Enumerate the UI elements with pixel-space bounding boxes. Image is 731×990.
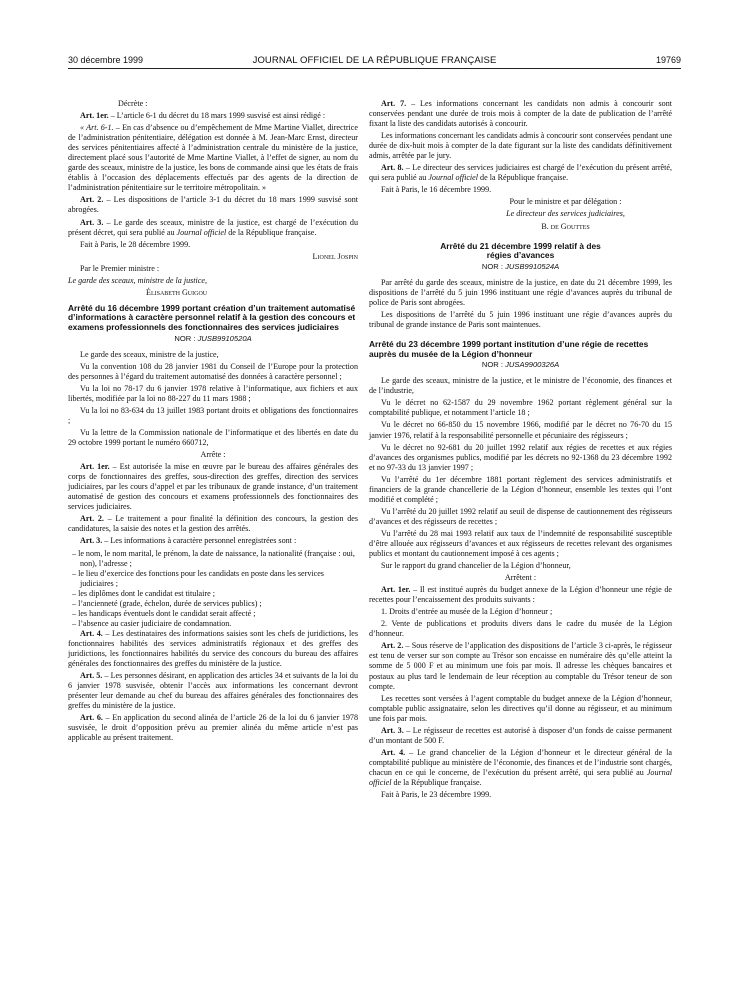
article-6-1-quote [68, 123, 358, 193]
article-text: – Sous réserve de l’application des dispositions de l’article 3 ci-après, le régisseur est tenu de verser sur son compte au Trésor son encaisse en numéraire dès qu’elle atteint la somme de 5 000 F et au minimum une fois par mois. Il adresse les chèques bancaires et postaux au plus tard le lendemain de leur réception au comptable du Trésor teneur de son compte. [369, 641, 673, 691]
article-text: – Les dispositions de l’article 3-1 du décret du 18 mars 1999 susvisé sont abrogées. [68, 195, 358, 215]
intro-ministres: Le garde des sceaux, ministre de la justice, et le ministre de l’économie, des finances et de l’industrie, [369, 376, 672, 396]
arrete: Arrête : [200, 450, 226, 460]
article-b3 [68, 536, 358, 546]
article-text: – Le traitement a pour finalité la définition des concours, la gestion des candidatures, la saisie des notes et la gestion des arrêtés. [68, 514, 358, 534]
nor-label: NOR : [174, 333, 196, 343]
visa-4: Vu la lettre de la Commission nationale de l’informatique et des libertés en date du 29 octobre 1999 portant le numéro 660712, [68, 428, 358, 448]
signature-jospin: Lionel Jospin [312, 251, 358, 261]
section-title-arrete-21-dec: Arrêté du 21 décembre 1999 relatif à des régies d’avances [440, 240, 601, 261]
visa-1: Vu le décret no 62-1587 du 29 novembre 1962 portant règlement général sur la comptabilité publique, et notamment l’article 18 ; [369, 398, 672, 418]
article-label: Art. 2. [381, 641, 404, 651]
article-label: Art. 8. [381, 163, 404, 173]
info-list [68, 549, 358, 629]
article-label: Art. 4. [80, 628, 103, 638]
article-b7-para2: Les informations concernant les candidats admis à concourir sont conservées pendant une durée de dix-huit mois à compter de la date figurant sur la liste des candidats définitivement admis, arrêtée par le jury. [369, 131, 672, 161]
article-3 [68, 218, 358, 238]
article-text: – Le régisseur de recettes est autorisé à disposer d’un fonds de caisse permanent d’un montant de 500 F. [369, 725, 673, 745]
article-text: – Le directeur des services judiciaires est chargé de l’exécution du présent arrêté, qui sera publié au [369, 163, 673, 183]
article-b1 [68, 462, 358, 512]
visa-5: Vu l’arrêté du 20 juillet 1992 relatif au seuil de dispense de cautionnement des régisseurs d’avances et des régisseurs de recettes ; [369, 506, 672, 526]
article-text: – Les destinataires des informations saisies sont les chefs de juridictions, les fonctionnaires habilités des services administratifs régionaux et des greffes des juridictions, les fonctionnaires habilités du service des concours du bureau des affaires générales des fonctionnaires des greffes du ministère de la justice. [68, 628, 358, 669]
article-text: – L’article 6-1 du décret du 18 mars 1999 susvisé est ainsi rédigé : [108, 111, 326, 121]
article-e3 [369, 726, 672, 746]
article-label: Art. 3. [381, 725, 404, 735]
visa-3: Vu la loi no 83-634 du 13 juillet 1983 portant droits et obligations des fonctionnaires ; [68, 405, 358, 425]
article-label: Art. 1er. [80, 462, 110, 472]
article-b2 [68, 514, 358, 534]
list-item: – les handicaps éventuels dont le candidat serait affecté ; [72, 608, 256, 618]
nor-reference [369, 360, 672, 370]
article-e2-para2: Les recettes sont versées à l’agent comptable du budget annexe de la Légion d’honneur, comptable public assignataire, selon les directives qu’il donne au régisseur, et au minimum une fois par mois. [369, 693, 672, 723]
fait-date: Fait à Paris, le 28 décembre 1999. [80, 239, 191, 249]
visa-6: Vu l’arrêté du 28 mai 1993 relatif aux taux de l’indemnité de responsabilité susceptible d’être allouée aux régisseurs d’avances et aux régisseurs de recettes relevant des organismes publics et montant du cautionnement imposé à ces agents ; [369, 528, 672, 559]
article-label: Art. 7. [381, 99, 407, 108]
article-e4 [369, 748, 672, 788]
nor-value: JUSB9910524A [505, 261, 560, 271]
signature-gouttes: B. de Gouttes [541, 221, 590, 231]
article-label: Art. 5. [80, 671, 103, 681]
list-item: – le lieu d’exercice des fonctions pour les candidats en poste dans les services judiciaires ; [72, 568, 324, 588]
article-label: Art. 1er. [80, 111, 109, 121]
list-item: – l’absence au casier judiciaire de condamnation. [72, 618, 232, 628]
article-label: Art. 2. [80, 195, 104, 205]
article-2 [68, 195, 358, 215]
fait-date: Fait à Paris, le 23 décembre 1999. [381, 790, 492, 800]
article-text: – Il est institué auprès du budget annexe de la Légion d’honneur une régie de recettes pour l’encaissement des produits suivants : [369, 585, 672, 605]
intro-garde: Le garde des sceaux, ministre de la justice, [80, 349, 219, 359]
journal-officiel-ref: Journal officiel [369, 767, 672, 787]
garde-des-sceaux: Le garde des sceaux, ministre de la justice, [68, 275, 207, 285]
article-text-end: de la République française. [226, 227, 317, 237]
article-text: – Est autorisée la mise en œuvre par le bureau des affaires générales des corps de fonctionnaires des greffes, sous-direction des greffes, direction des services judiciaires, par les cours d’appel et par les tribunaux de grande instance, d’un traitement automatisé de gestion des concours et examens professionnels des fonctionnaires des services judiciaires. [68, 462, 358, 512]
journal-officiel-ref: Journal officiel [176, 227, 227, 237]
article-text: – Le grand chancelier de la Légion d’honneur et le directeur général de la comptabilité publique au ministère de l’économie, des finances et de l’industrie sont chargés, chacun en ce qui le concerne, de l’exécution du présent arrêté, qui sera publié au [369, 747, 672, 777]
article-label: Art. 2. [80, 514, 104, 524]
regie-para-2: Les dispositions de l’arrêté du 5 juin 1996 instituant une régie d’avances auprès du tribunal de grande instance de Paris sont maintenues. [369, 309, 672, 329]
header-date: 30 décembre 1999 [68, 55, 144, 65]
regie-para-1: Par arrêté du garde des sceaux, ministre de la justice, en date du 21 décembre 1999, les dispositions de l’arrêté du 5 juin 1996 instituant une régie d’avances auprès du tribunal de police de Paris sont abrogées. [369, 277, 672, 307]
par-premier-ministre: Par le Premier ministre : [80, 263, 160, 273]
article-text: – Les informations concernant les candidats non admis à concourir sont conservées pendant une durée de trois mois à compter de la date de publication de l’arrêté fixant la liste des candidats autorisés à concourir. [369, 99, 673, 129]
fait-date: Fait à Paris, le 16 décembre 1999. [381, 185, 492, 195]
article-label: Art. 6. [80, 713, 103, 723]
header-rule [68, 68, 681, 69]
article-text: – En application du second alinéa de l’article 26 de la loi du 6 janvier 1978 susvisée, le droit d’opposition prévu au premier alinéa du même article n’est pas applicable au présent traitement. [68, 713, 359, 743]
sur-rapport: Sur le rapport du grand chancelier de la Légion d’honneur, [381, 561, 571, 571]
nor-label: NOR : [481, 360, 503, 370]
article-label: Art. 3. [80, 217, 104, 227]
list-item: – le nom, le nom marital, le prénom, la date de naissance, la nationalité (française : oui, non), l’adresse ; [72, 548, 355, 568]
article-e2 [369, 641, 672, 691]
article-label: Art. 3. [80, 536, 103, 546]
visa-1: Vu la convention 108 du 28 janvier 1981 du Conseil de l’Europe pour la protection des personnes à l’égard du traitement automatisé des données à caractère personnel ; [68, 361, 358, 381]
list-item: – les diplômes dont le candidat est titulaire ; [72, 588, 215, 598]
article-text-end: de la République française. [478, 173, 569, 183]
article-text: – Les informations à caractère personnel enregistrées sont : [102, 536, 297, 546]
article-b4 [68, 629, 358, 669]
page-number: 19769 [655, 55, 681, 65]
article-e1 [369, 585, 672, 605]
journal-officiel-ref: Journal officiel [428, 173, 479, 183]
left-column [68, 99, 358, 745]
article-1 [68, 111, 358, 121]
nor-reference [68, 334, 358, 344]
article-label: Art. 4. [381, 747, 406, 757]
visa-3: Vu le décret no 92-681 du 20 juillet 1992 relatif aux régies de recettes et aux régies d’avances des organismes publics, modifié par les décrets no 92-1368 du 23 décembre 1992 et no 97-33 du 13 janvier 1997 ; [369, 442, 672, 472]
produit-1: 1. Droits d’entrée au musée de la Légion d’honneur ; [381, 607, 553, 617]
article-text: – Le garde des sceaux, ministre de la justice, est chargé de l’exécution du présent décret, qui sera publié au [68, 217, 358, 237]
article-b5 [68, 671, 358, 711]
header-title: JOURNAL OFFICIEL DE LA RÉPUBLIQUE FRANÇAISE [252, 55, 497, 66]
delegation: Pour le ministre et par délégation : [509, 197, 622, 207]
list-item: – l’ancienneté (grade, échelon, durée de services publics) ; [72, 598, 262, 608]
quote-label: « Art. 6-1. [80, 123, 114, 133]
arretent: Arrêtent : [504, 573, 537, 583]
decrete: Décrète : [118, 99, 148, 108]
visa-2: Vu la loi no 78-17 du 6 janvier 1978 relative à l’informatique, aux fichiers et aux libertés, modifiée par la loi no 88-227 du 11 mars 1988 ; [68, 383, 358, 403]
signature-guigou: Élisabeth Guigou [146, 287, 208, 297]
article-text: – Les personnes désirant, en application des articles 34 et suivants de la loi du 6 janvier 1978 susvisée, obtenir l’accès aux informations les concernant devront présenter leur demande au chef du bureau des affaires générales des fonctionnaires des greffes du ministère de la justice. [68, 671, 359, 711]
nor-label: NOR : [481, 261, 503, 271]
article-b6 [68, 713, 358, 743]
visa-2: Vu le décret no 66-850 du 15 novembre 1966, modifié par le décret no 76-70 du 15 janvier 1976, relatif à la responsabilité personnelle et pécuniaire des régisseurs ; [369, 420, 672, 440]
produit-2: 2. Vente de publications et produits divers dans le cadre du musée de la Légion d’honneur. [369, 619, 672, 639]
right-column [369, 99, 672, 802]
article-b8 [369, 163, 672, 183]
nor-reference [369, 262, 672, 272]
section-title-arrete-23-dec: Arrêté du 23 décembre 1999 portant institution d’une régie de recettes auprès du musée de la Légion d’honneur [369, 339, 649, 359]
directeur-title: Le directeur des services judiciaires, [506, 209, 625, 219]
article-text-end: de la République française. [391, 778, 482, 787]
nor-value: JUSA9900326A [505, 360, 560, 370]
article-label: Art. 1er. [381, 585, 411, 595]
visa-4: Vu l’arrêté du 1er décembre 1881 portant règlement des services administratifs et financiers de la grande chancellerie de la Légion d’honneur, ensemble les textes qui l’ont modifié et complété ; [369, 474, 672, 504]
article-b7 [369, 99, 672, 129]
quote-text: – En cas d’absence ou d’empêchement de Mme Martine Viallet, directrice de l’administration pénitentiaire, délégation est donnée à M. Jean-Marc Ernst, directeur des services pénitentiaires affecté à l’administration centrale du ministère de la justice, directement placé sous l’autorité de Mme Martine Viallet, à l’effet de signer, au nom du garde des sceaux, ministre de la justice, les bons de commande ainsi que les états de frais établis à l’occasion des déplacements effectués par des agents de la direction de l’administration pénitentiaire sur le territoire métropolitain. » [68, 123, 358, 193]
section-title-arrete-16-dec: Arrêté du 16 décembre 1999 portant création d’un traitement automatisé d’informations à caractère personnel relatif à la gestion des concours et examens professionnels des fonctionnaires des services judiciaires [68, 302, 356, 333]
nor-value: JUSB9910520A [197, 333, 252, 343]
page-header [68, 55, 681, 69]
